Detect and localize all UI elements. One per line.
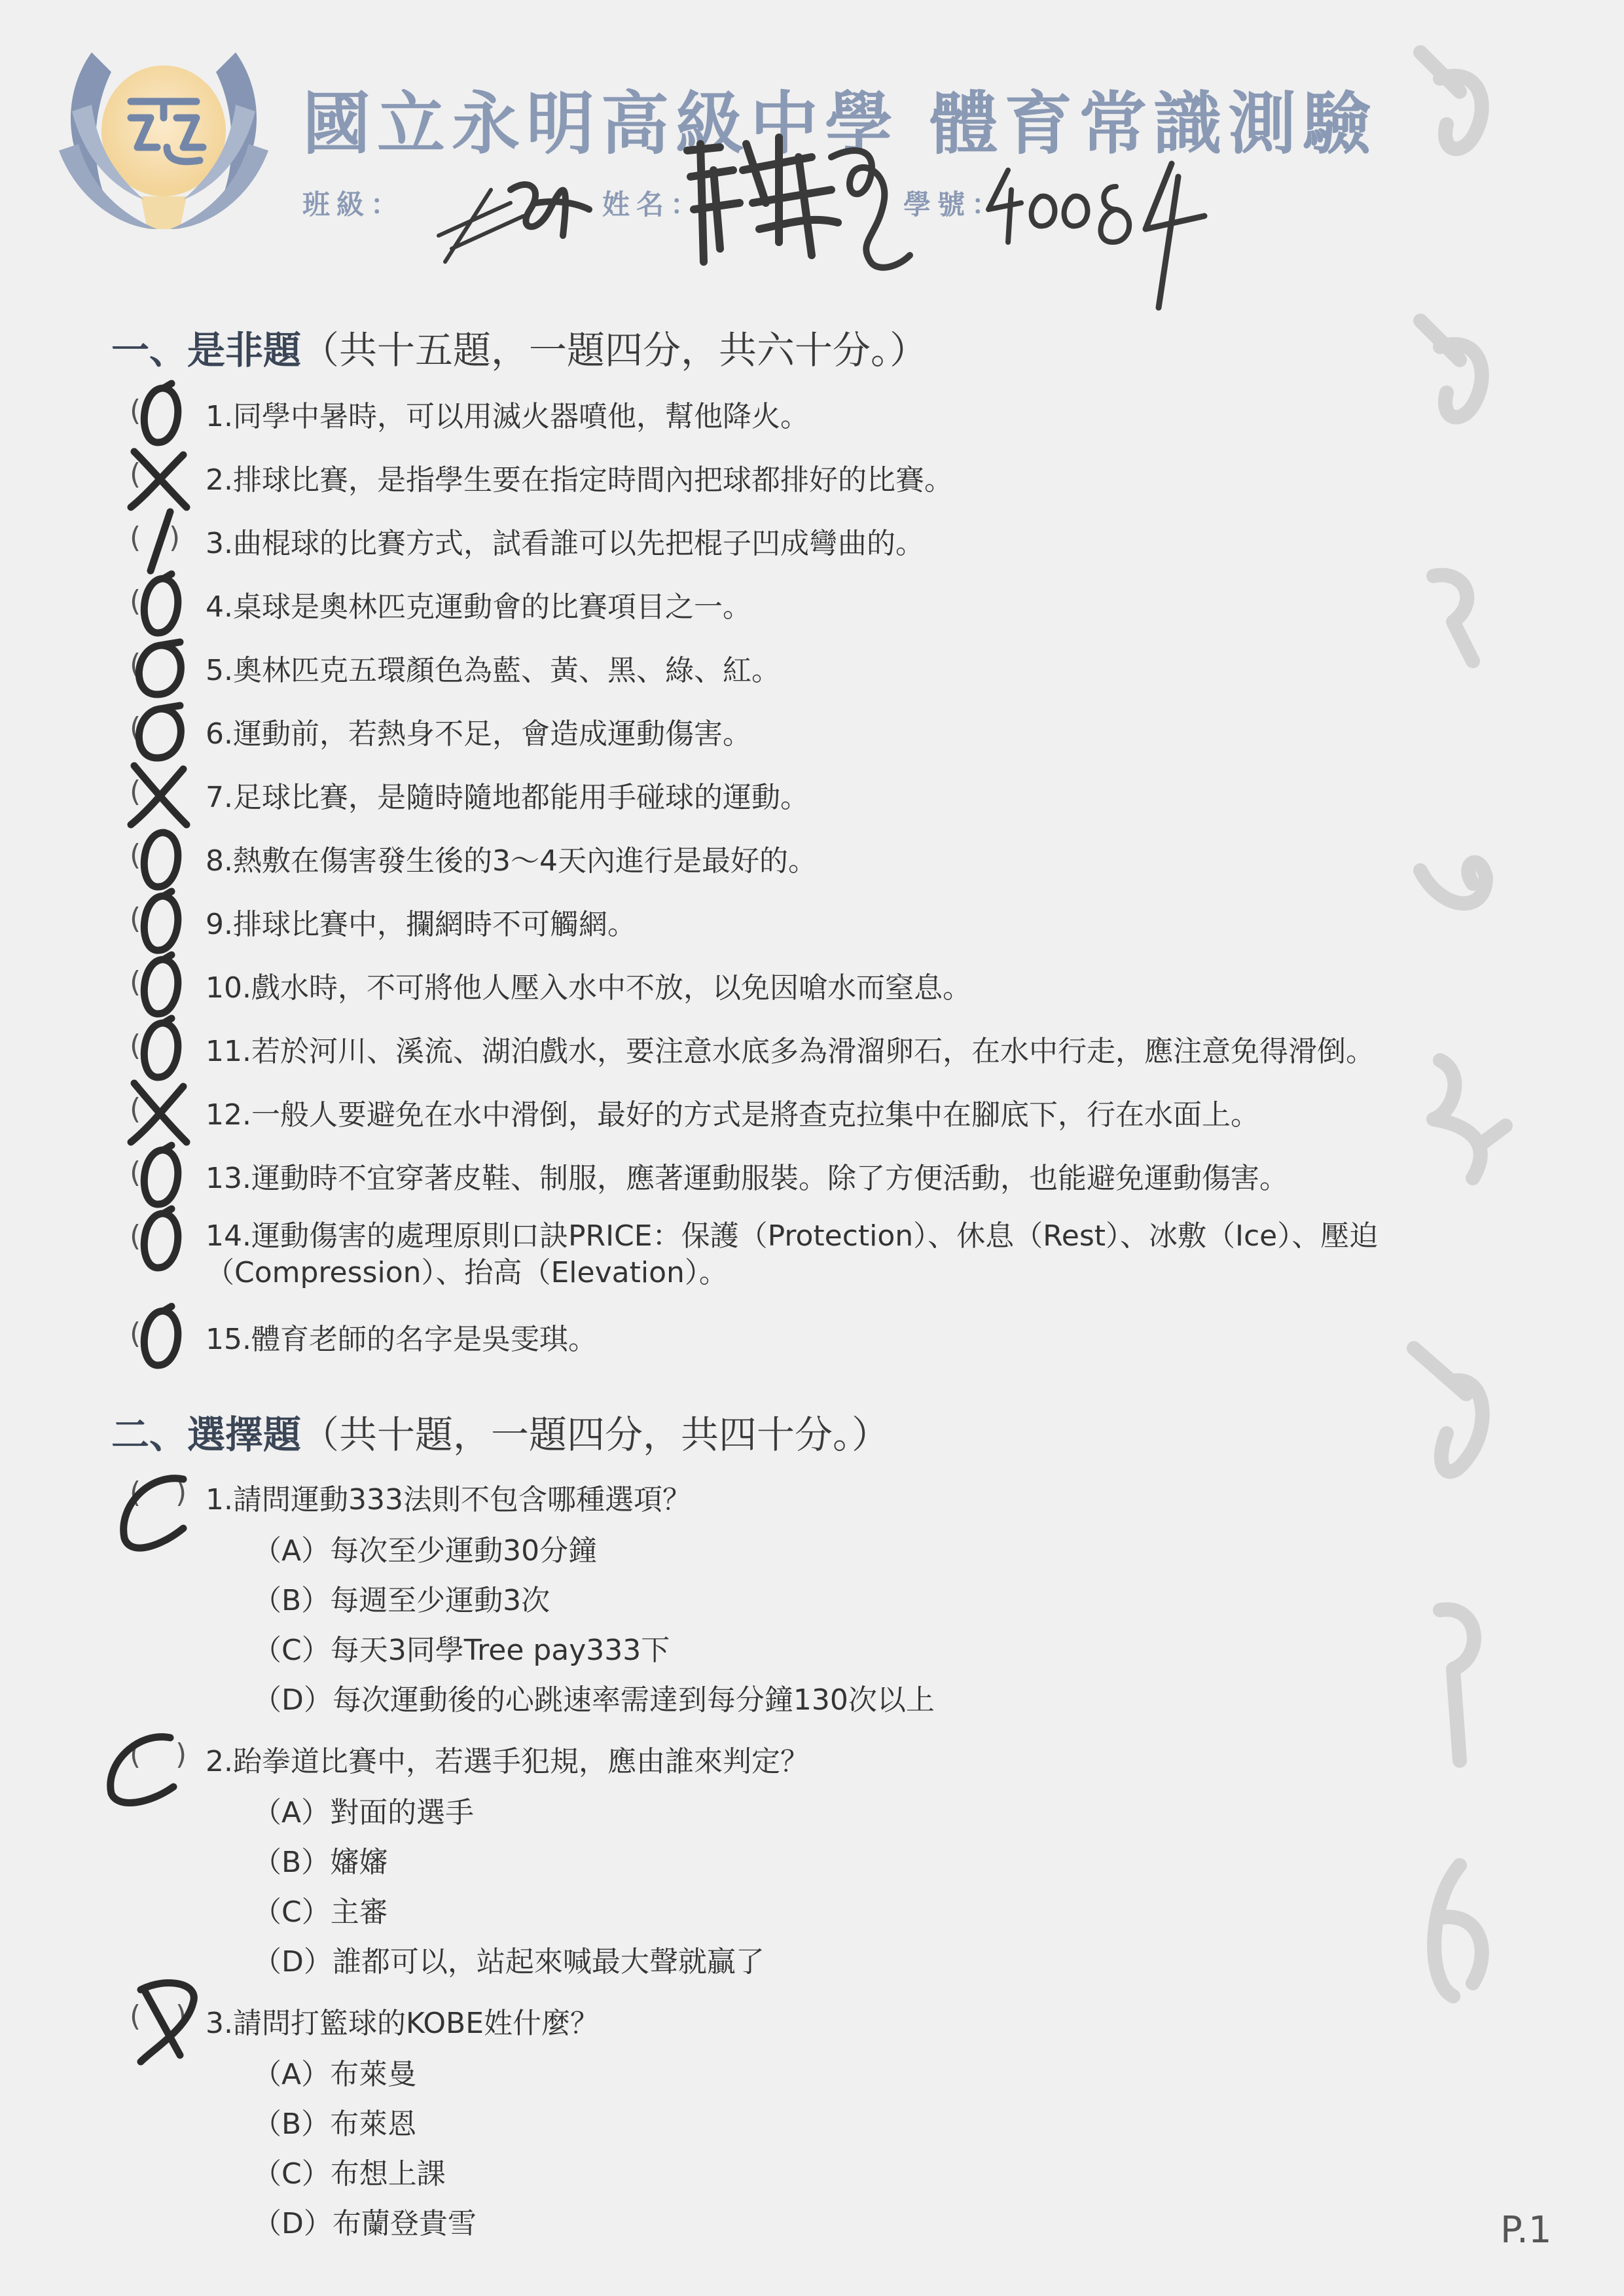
answer-paren-open: ( xyxy=(130,1029,141,1062)
section-multiple-choice-note: （共十題，一題四分，共四十分。） xyxy=(301,1412,890,1457)
school-title: 國立永明高級中學 體育常識測驗 xyxy=(302,83,1378,164)
answer-paren-open: ( xyxy=(130,2000,141,2033)
school-emblem-icon xyxy=(52,33,275,262)
tf-question-10 xyxy=(0,964,1571,1003)
tf-question-13 xyxy=(0,1155,1571,1194)
answer-mark-d xyxy=(128,1970,206,2068)
name-label: 姓名： xyxy=(602,188,705,221)
option-d: （D）布蘭登貴雪 xyxy=(253,2207,477,2240)
question-text: 3.曲棍球的比賽方式，試看誰可以先把棍子凹成彎曲的。 xyxy=(206,527,924,560)
handwritten-class xyxy=(432,164,596,275)
question-text: 15.體育老師的名字是吳雯琪。 xyxy=(206,1323,597,1356)
answer-paren-open: ( xyxy=(130,902,141,935)
question-text: 3.請問打籃球的KOBE姓什麼？ xyxy=(206,2007,600,2040)
answer-mark-o xyxy=(124,569,196,641)
grading-mark xyxy=(1401,1590,1512,1774)
question-text-wrapped xyxy=(206,1218,1515,1291)
option-c: （C）主審 xyxy=(253,1895,388,1929)
tf-question-14 xyxy=(0,1218,1571,1297)
question-text: 2.排球比賽，是指學生要在指定時間內把球都排好的比賽。 xyxy=(206,463,953,497)
answer-mark-o xyxy=(124,1013,196,1085)
tf-question-15 xyxy=(0,1316,1571,1355)
option-c: （C）布想上課 xyxy=(253,2157,446,2191)
tf-question-7 xyxy=(0,774,1571,813)
question-text: 11.若於河川、溪流、湖泊戲水，要注意水底多為滑溜卵石，在水中行走，應注意免得滑倒。 xyxy=(206,1035,1375,1068)
answer-paren-open: ( xyxy=(130,648,141,681)
answer-paren-open: ( xyxy=(130,521,141,554)
tf-question-5 xyxy=(0,647,1571,686)
question-text: 1.請問運動333法則不包含哪種選項？ xyxy=(206,1483,691,1516)
question-text: 10.戲水時，不可將他人壓入水中不放，以免因嗆水而窒息。 xyxy=(206,971,971,1005)
question-text: 5.奧林匹克五環顏色為藍、黃、黑、綠、紅。 xyxy=(206,654,780,687)
answer-paren-open: ( xyxy=(130,394,141,427)
handwritten-name xyxy=(681,131,916,281)
answer-paren-open: ( xyxy=(130,838,141,872)
answer-mark-o xyxy=(124,1204,196,1276)
answer-mark-c xyxy=(98,1725,196,1816)
answer-mark-slash xyxy=(124,505,196,577)
option-b: （B）每週至少運動3次 xyxy=(253,1584,550,1617)
option-b: （B）嬸嬸 xyxy=(253,1846,388,1879)
option-a: （A）對面的選手 xyxy=(253,1796,475,1829)
answer-paren-open: ( xyxy=(130,711,141,745)
handwritten-student-id xyxy=(982,151,1218,314)
class-label: 班級： xyxy=(302,188,405,221)
question-text: 2.跆拳道比賽中，若選手犯規，應由誰來判定？ xyxy=(206,1745,809,1778)
answer-paren-open: ( xyxy=(130,1738,141,1771)
tf-question-9 xyxy=(0,901,1571,940)
answer-paren-open: ( xyxy=(130,1476,141,1509)
option-d: （D）誰都可以，站起來喊最大聲就贏了 xyxy=(253,1945,765,1979)
answer-mark-o xyxy=(124,823,196,895)
answer-paren-close: ) xyxy=(175,2000,187,2033)
answer-paren-open: ( xyxy=(130,1156,141,1189)
option-a: （A）布萊曼 xyxy=(253,2058,417,2091)
answer-mark-o xyxy=(124,696,196,768)
option-c: （C）每天3同學Tree pay333下 xyxy=(253,1634,670,1667)
option-a: （A）每次至少運動30分鐘 xyxy=(253,1534,598,1568)
answer-mark-o xyxy=(124,886,196,958)
student-id-label: 學號： xyxy=(903,188,1006,221)
grading-mark xyxy=(1401,39,1512,183)
answer-paren-open: ( xyxy=(130,965,141,999)
section-true-false-note: （共十五題，一題四分，共六十分。） xyxy=(301,328,928,372)
question-text: 14.運動傷害的處理原則口訣PRICE：保護（Protection）、休息（Rest）、冰敷（Ice）、壓迫（Compression）、抬高（Elevation）。 xyxy=(206,1219,1379,1289)
tf-question-4 xyxy=(0,583,1571,622)
answer-paren-close: ) xyxy=(175,1738,187,1771)
page-number: P.1 xyxy=(1500,2209,1552,2251)
answer-mark-x xyxy=(124,442,196,514)
answer-paren-open: ( xyxy=(130,584,141,618)
tf-question-6 xyxy=(0,710,1571,749)
question-text: 13.運動時不宜穿著皮鞋、制服，應著運動服裝。除了方便活動，也能避免運動傷害。 xyxy=(206,1162,1288,1195)
option-b: （B）布萊恩 xyxy=(253,2108,417,2141)
tf-question-11 xyxy=(0,1028,1571,1067)
tf-question-2 xyxy=(0,456,1571,495)
grading-mark xyxy=(1401,308,1512,452)
tf-question-1 xyxy=(0,393,1571,432)
section-multiple-choice-title xyxy=(111,1404,890,1459)
section-true-false-title xyxy=(111,319,928,374)
answer-paren-open: ( xyxy=(130,1219,141,1253)
question-text: 12.一般人要避免在水中滑倒，最好的方式是將查克拉集中在腳底下，行在水面上。 xyxy=(206,1098,1259,1132)
answer-paren-open: ( xyxy=(130,775,141,808)
question-text: 6.運動前，若熱身不足，會造成運動傷害。 xyxy=(206,717,751,751)
answer-paren-open: ( xyxy=(130,1317,141,1350)
answer-mark-o xyxy=(124,1301,196,1373)
grading-mark xyxy=(1401,1852,1512,2022)
answer-paren-close: ) xyxy=(175,1476,187,1509)
section-multiple-choice-heading: 二、選擇題 xyxy=(111,1412,302,1457)
answer-mark-o xyxy=(124,950,196,1022)
grading-mark xyxy=(1401,825,1512,969)
grading-mark xyxy=(1401,563,1512,707)
answer-mark-o xyxy=(124,1140,196,1212)
tf-question-3 xyxy=(0,520,1571,559)
tf-question-8 xyxy=(0,837,1571,876)
answer-paren-open: ( xyxy=(130,1092,141,1126)
question-text: 9.排球比賽中，攔網時不可觸網。 xyxy=(206,908,636,941)
question-text: 8.熱敷在傷害發生後的3～4天內進行是最好的。 xyxy=(206,844,817,878)
section-true-false-heading: 一、是非題 xyxy=(111,328,302,372)
answer-mark-x xyxy=(124,1077,196,1149)
answer-mark-x xyxy=(124,759,196,831)
option-d: （D）每次運動後的心跳速率需達到每分鐘130次以上 xyxy=(253,1683,935,1717)
question-text: 1.同學中暑時，可以用滅火器噴他，幫他降火。 xyxy=(206,400,809,433)
grading-mark xyxy=(1401,1335,1512,1505)
question-text: 4.桌球是奧林匹克運動會的比賽項目之一。 xyxy=(206,590,751,624)
question-text: 7.足球比賽，是隨時隨地都能用手碰球的運動。 xyxy=(206,781,809,814)
answer-paren-close: ) xyxy=(169,521,181,554)
answer-mark-o xyxy=(124,378,196,450)
answer-mark-o xyxy=(124,632,196,704)
tf-question-12 xyxy=(0,1091,1571,1130)
answer-mark-c xyxy=(111,1466,196,1558)
answer-paren-open: ( xyxy=(130,457,141,491)
grading-mark xyxy=(1401,1047,1512,1191)
